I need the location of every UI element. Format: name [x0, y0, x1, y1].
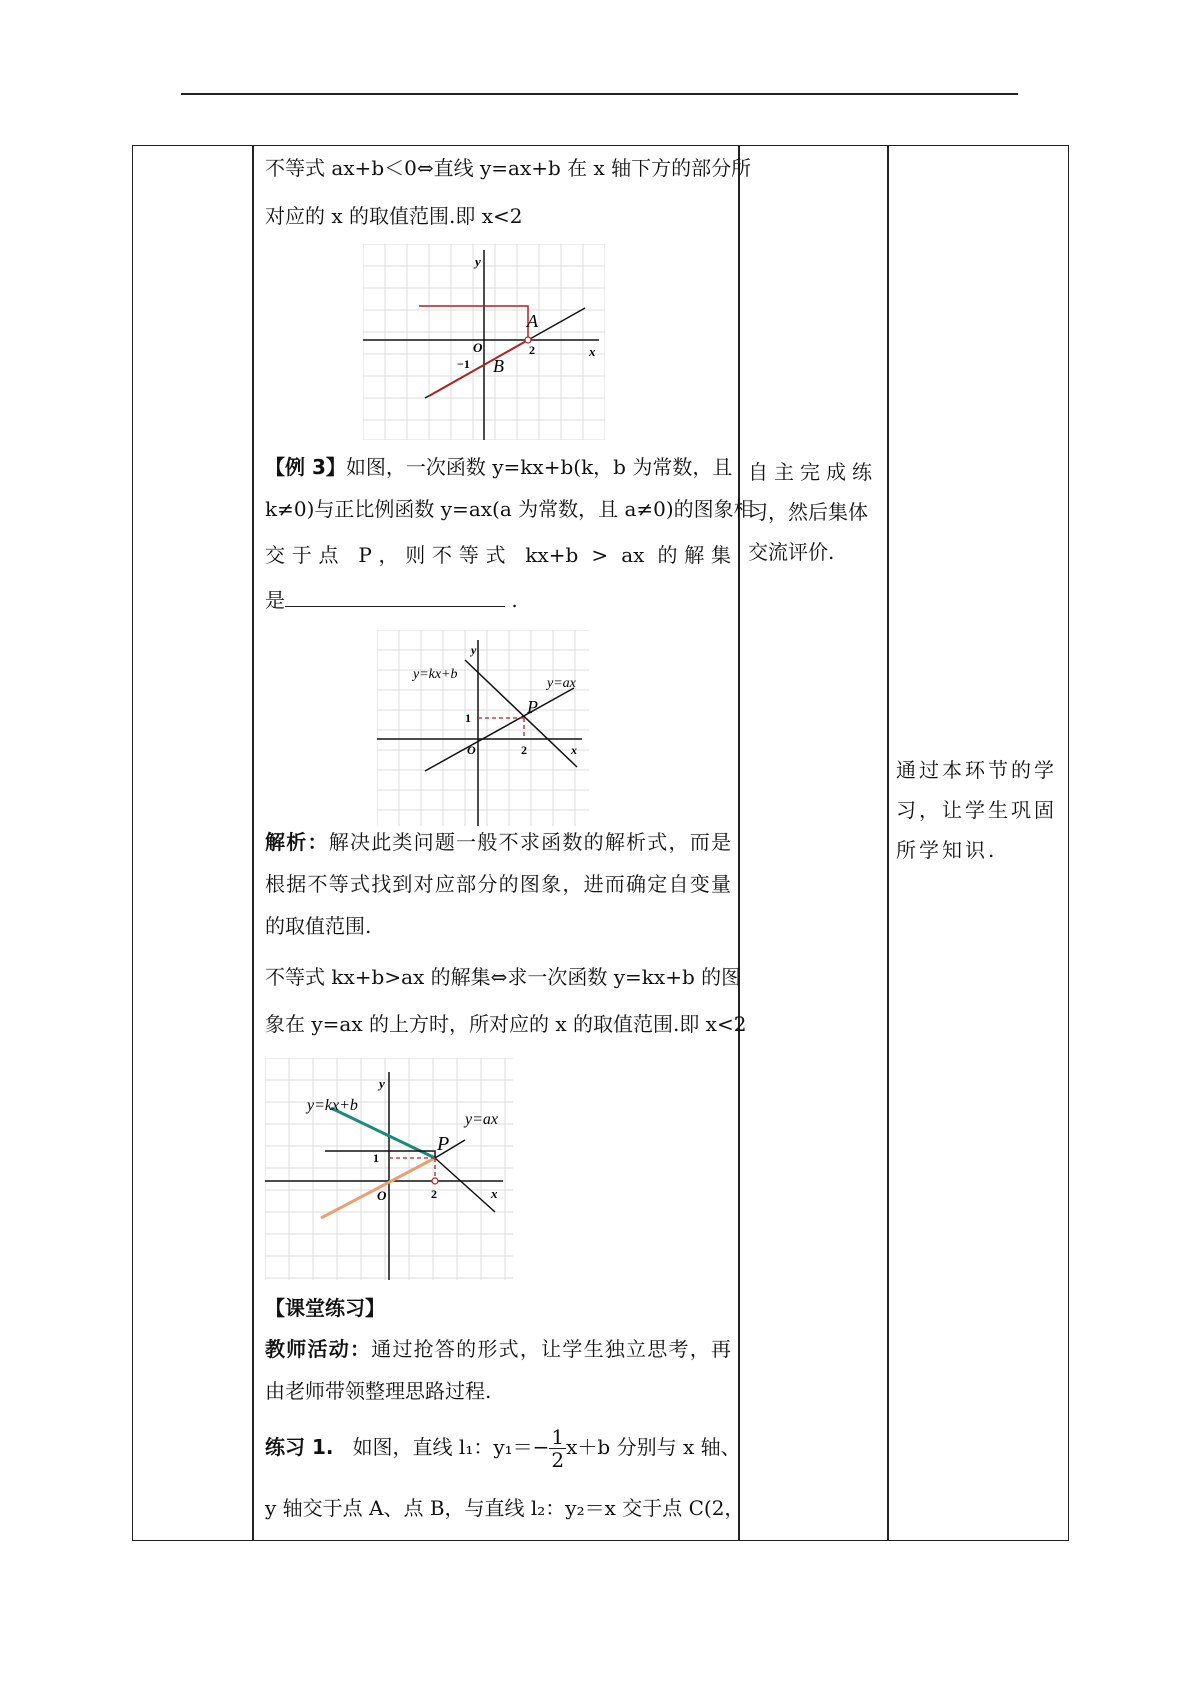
tick-label-2: 2 [529, 343, 535, 357]
text-line: k≠0)与正比例函数 y=ax(a 为常数，且 a≠0)的图象相 [265, 497, 754, 521]
origin-label: O [473, 340, 483, 355]
y-axis-label: y [471, 643, 477, 657]
point-b-label: B [493, 356, 504, 376]
tick-label-2: 2 [431, 1187, 437, 1201]
point-p-label: P [527, 697, 538, 717]
text-line: 象在 y=ax 的上方时，所对应的 x 的取值范围.即 x<2 [265, 1012, 747, 1036]
example3-line4: 是 . [265, 588, 518, 612]
lesson-table [132, 145, 1069, 1541]
figure-3-graph [265, 1058, 513, 1280]
teacher-line1: 教师活动：通过抢答的形式，让学生独立思考，再 [265, 1337, 732, 1361]
text-line: 对应的 x 的取值范围.即 x<2 [265, 204, 523, 228]
tick-label-1: 1 [373, 1151, 379, 1165]
design-intent-text: 通过本环节的学 习，让学生巩固 所学知识. [896, 758, 1057, 862]
fraction-one-half: $\frac{1}{2}$ [551, 1425, 565, 1472]
tick-label-1: 1 [465, 711, 471, 725]
origin-label: O [467, 743, 476, 757]
text-line: 的取值范围. [265, 914, 372, 938]
figure-1-graph [363, 244, 605, 440]
text-line: 不等式 kx+b>ax 的解集⇔求一次函数 y=kx+b 的图 [265, 965, 742, 989]
header-rule [181, 93, 1018, 95]
point-a-label: A [527, 311, 538, 331]
x-axis-label: x [491, 1186, 498, 1201]
y-axis-label: y [379, 1076, 385, 1091]
analysis-line1: 解析：解决此类问题一般不求函数的解析式，而是 [265, 830, 732, 854]
tick-label-neg1: −1 [457, 357, 470, 371]
practice-heading: 【课堂练习】 [265, 1296, 385, 1320]
content-column [253, 146, 754, 1540]
x-axis-label: x [571, 743, 577, 757]
figure-2-graph [377, 630, 589, 826]
line-label-ax: y=ax [465, 1111, 498, 1128]
exercise1-line1: 练习 1. 如图，直线 l₁：y₁＝− $\frac{1}{2}$ x＋b 分别与 x 轴、 [265, 1425, 741, 1472]
x-axis-label: x [589, 344, 596, 359]
line-y-kx-b-tail [435, 1158, 495, 1212]
point-p-label: P [437, 1133, 450, 1155]
text-line: 根据不等式找到对应部分的图象，进而确定自变量 [265, 872, 731, 896]
answer-blank[interactable] [285, 588, 505, 607]
text-line: y 轴交于点 A、点 B，与直线 l₂：y₂＝x 交于点 C(2， [265, 1496, 745, 1520]
example3-line1: 【例 3】如图，一次函数 y=kx+b(k，b 为常数，且 [265, 455, 733, 479]
text-line: 由老师带领整理思路过程. [265, 1379, 492, 1403]
point-2-marker [432, 1178, 438, 1184]
line-label-kx-b: y=kx+b [307, 1097, 358, 1114]
y-axis-label: y [475, 254, 481, 269]
text-line: 不等式 ax+b＜0⇔直线 y=ax+b 在 x 轴下方的部分所 [265, 156, 752, 180]
student-activity-text: 自主完成练 习，然后集体 交流评价. [748, 460, 878, 564]
line-label-ax: y=ax [547, 676, 576, 691]
line-label-kx-b: y=kx+b [413, 667, 458, 682]
bracket-line [325, 1151, 435, 1158]
col-divider-3 [887, 146, 889, 1540]
origin-label: O [377, 1188, 387, 1203]
tick-label-2: 2 [521, 743, 527, 757]
text-line: 交于点 P，则不等式 kx+b > ax 的解集 [265, 543, 731, 567]
